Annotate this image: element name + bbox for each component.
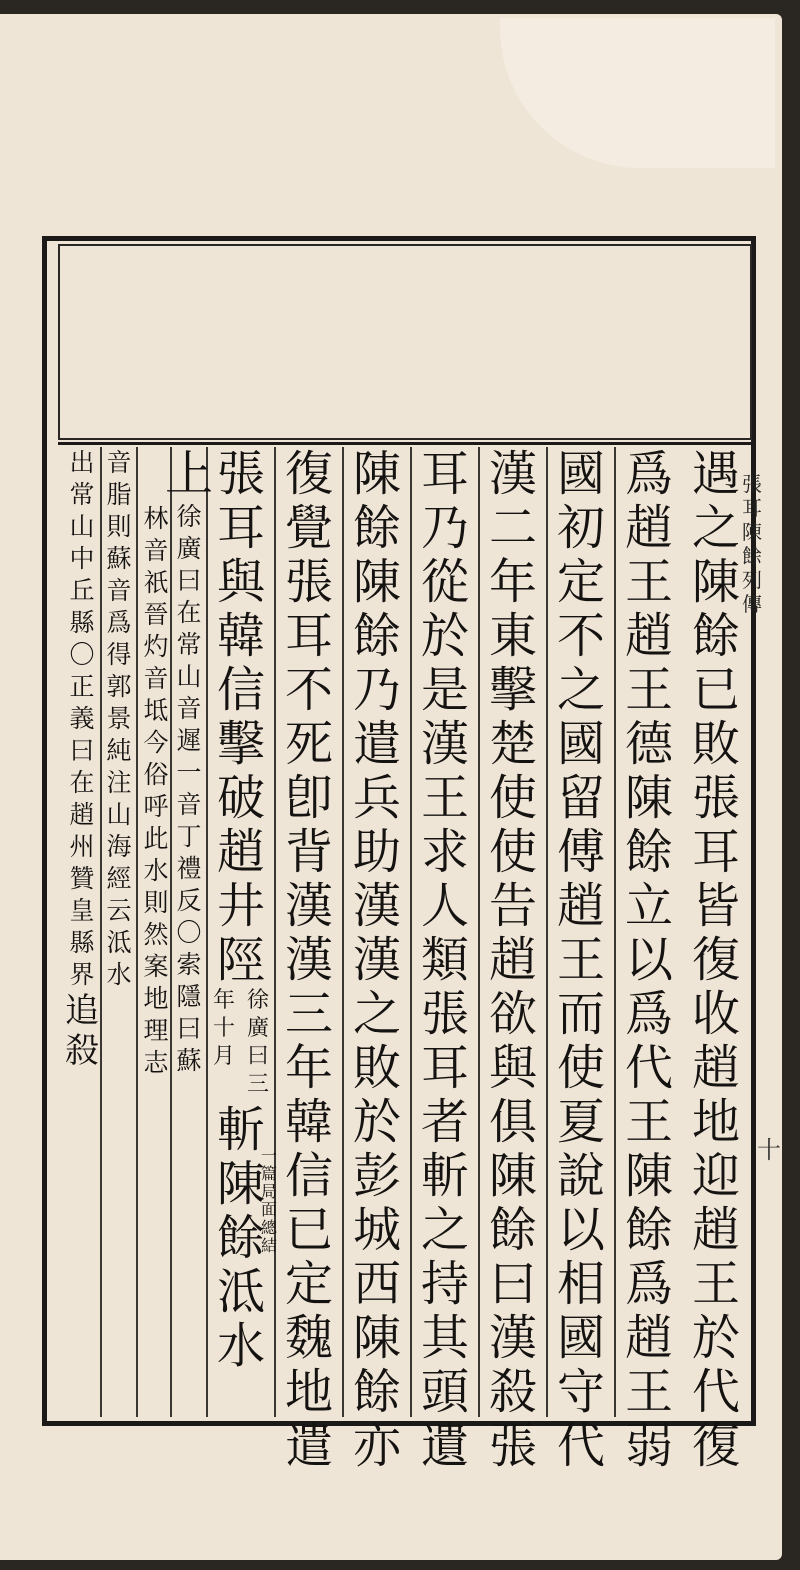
text-column-8 — [206, 447, 277, 1417]
annotation-text: 音脂則蘇音爲得郭景純注山海經云泜水 — [106, 448, 132, 989]
text-column-5 — [410, 446, 478, 1474]
column-text: 遇之陳餘已敗張耳皆復收趙地迎趙王於代復 — [691, 446, 740, 1474]
folio-number: 十 — [757, 1136, 781, 1164]
annotation-pair — [207, 987, 275, 1099]
text-column-1 — [682, 446, 750, 1474]
annotation-text: 林音祇晉灼音坻今俗呼此水則然案地理志 — [143, 504, 169, 1077]
header-box — [58, 244, 752, 440]
column-text: 追殺 — [65, 991, 99, 1071]
text-column-10 — [136, 447, 174, 1417]
column-text: 陳餘陳餘乃遣兵助漢漢之敗於彭城西陳餘亦 — [352, 446, 401, 1474]
text-column-11 — [100, 447, 136, 1417]
text-column-6 — [342, 446, 410, 1474]
annotation-text: 徐廣曰在常山音遲一音丁禮反〇索隱曰蘇 — [176, 502, 202, 1075]
text-column-3 — [546, 446, 614, 1474]
annotation-text: 出常山中丘縣〇正義曰在趙州贊皇縣界 — [69, 448, 95, 989]
annotation-left: 年十月 — [212, 988, 235, 1069]
column-text: 上 — [164, 446, 213, 502]
annotation-right: 徐廣曰三 — [246, 988, 269, 1097]
text-column-9 — [164, 446, 213, 1417]
column-text: 漢二年東擊楚使使告趙欲與俱陳餘曰漢殺張 — [488, 446, 537, 1474]
column-text: 張耳與韓信擊破趙井陘 — [216, 447, 265, 987]
column-text: 爲趙王趙王德陳餘立以爲代王陳餘爲趙王弱 — [624, 446, 673, 1474]
column-text: 耳乃從於是漢王求人類張耳者斬之持其頭遺 — [420, 446, 469, 1474]
column-text: 復覺張耳不死卽背漢漢三年韓信已定魏地遣 — [284, 446, 333, 1474]
marginal-note: 一篇局面總結 — [260, 1146, 277, 1255]
text-column-7 — [274, 446, 342, 1474]
text-column-2 — [614, 446, 682, 1474]
column-text: 斬陳餘泜水 — [216, 1102, 265, 1374]
column-text: 國初定不之國留傅趙王而使夏說以相國守代 — [556, 446, 605, 1474]
fold-label: 張耳陳餘列傳 — [742, 472, 762, 616]
text-column-4 — [478, 446, 546, 1474]
text-column-12 — [64, 447, 100, 1417]
